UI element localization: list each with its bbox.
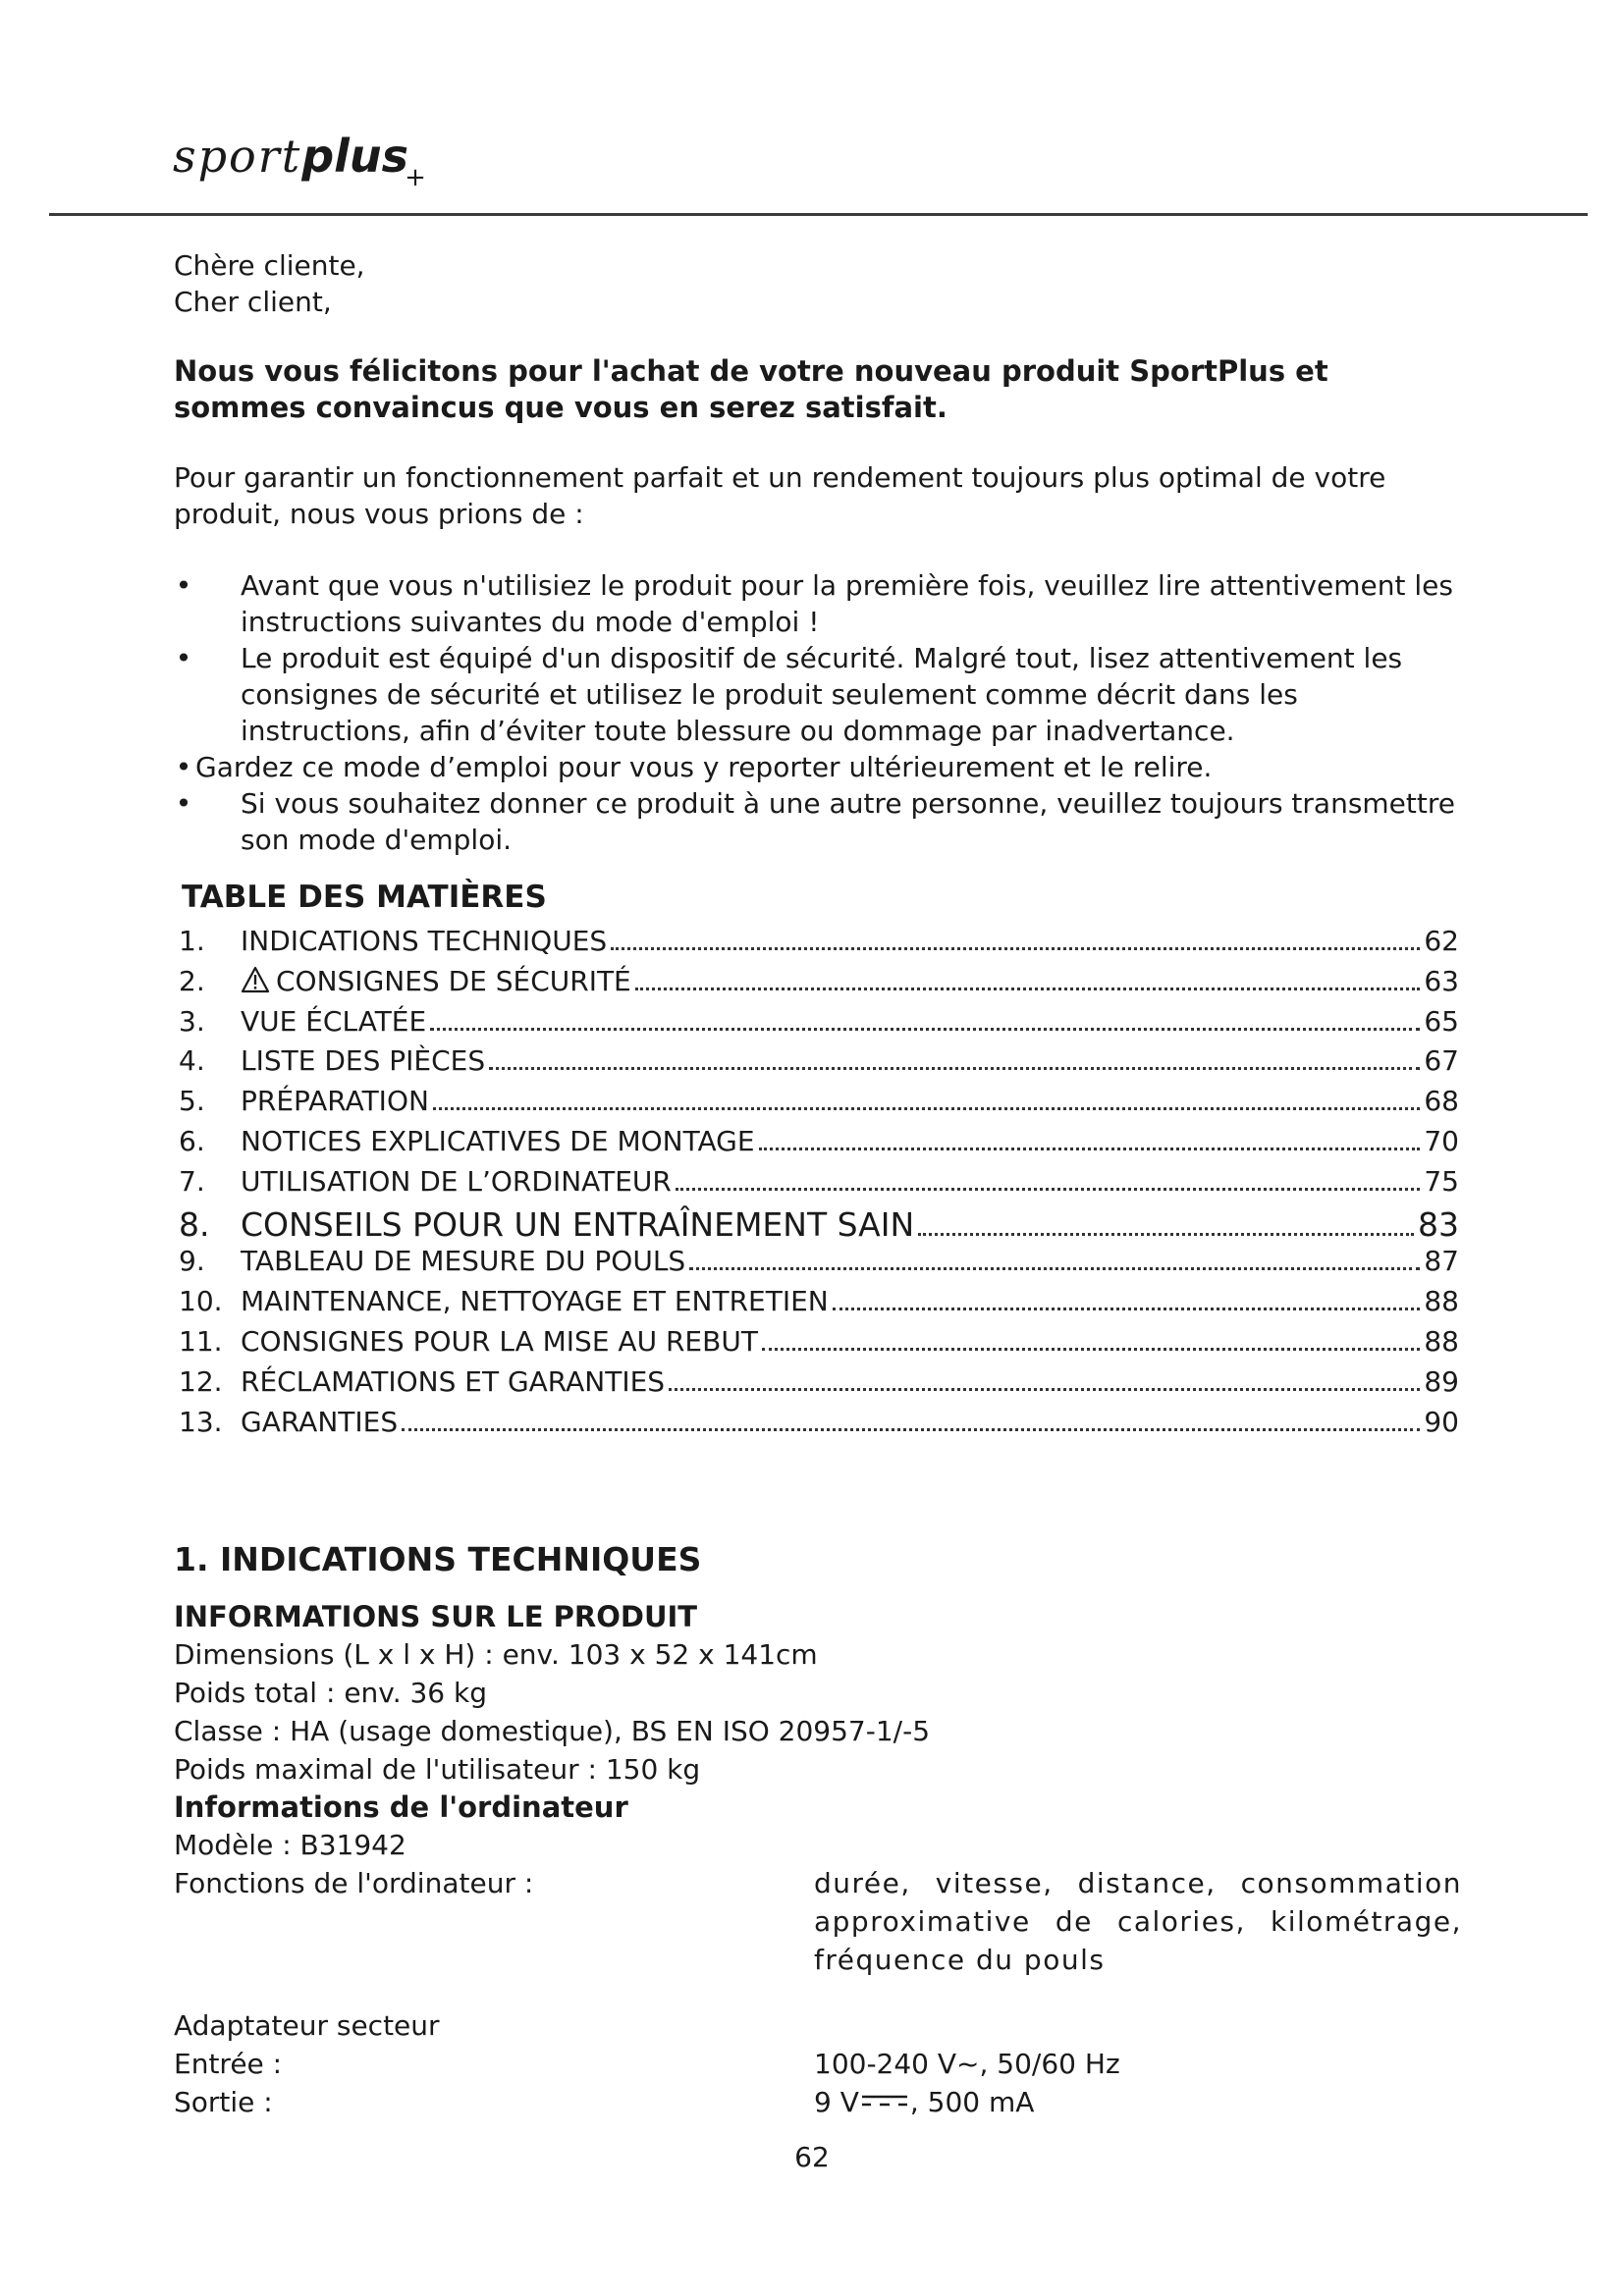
toc-label: VUE ÉCLATÉE [241,1004,427,1038]
logo-text-plus: plus [301,130,409,183]
toc-row [174,925,1459,965]
section-title: 1. INDICATIONS TECHNIQUES [174,1540,702,1579]
table-of-contents [174,925,1462,1445]
toc-leader [489,1067,1420,1070]
spec-output-row [174,2083,1462,2121]
toc-label: NOTICES EXPLICATIVES DE MONTAGE [241,1124,755,1157]
toc-leader [918,1233,1414,1236]
toc-page: 62 [1424,925,1459,957]
greeting-line-2: Cher client, [174,286,332,318]
toc-number: 11. [179,1324,223,1358]
toc-page: 83 [1418,1204,1459,1244]
toc-label: MAINTENANCE, NETTOYAGE ET ENTRETIEN [241,1285,829,1318]
output-current: , 500 mA [909,2086,1035,2119]
toc-leader [611,947,1420,950]
output-voltage: 9 V [814,2086,859,2119]
toc-number: 4. [179,1044,205,1078]
toc-number: 2. [179,964,205,997]
toc-row [174,1125,1459,1165]
toc-row [174,965,1459,1005]
toc-leader [433,1107,1420,1110]
toc-label: RÉCLAMATIONS ET GARANTIES [241,1364,666,1398]
toc-row [174,1285,1459,1325]
list-item [174,749,1462,785]
spec-label: Entrée : [174,2048,283,2081]
spec-weight: Poids total : env. 36 kg [174,1677,488,1710]
greeting-line-1: Chère cliente, [174,249,365,282]
toc-page: 67 [1424,1044,1459,1078]
toc-leader [689,1267,1420,1270]
toc-number: 1. [179,925,205,957]
toc-row [174,1044,1459,1085]
instruction-list [174,567,1462,858]
toc-number: 13. [179,1405,223,1438]
toc-leader [762,1348,1420,1351]
dc-symbol-icon [859,2092,910,2109]
toc-row [174,1365,1459,1406]
logo-plus-icon: + [405,163,426,192]
spec-adapter: Adaptateur secteur [174,2009,440,2043]
spec-class: Classe : HA (usage domestique), BS EN ISO 20957-1/-5 [174,1715,931,1748]
toc-page: 88 [1424,1285,1459,1318]
toc-label [241,965,631,997]
list-item-text: Si vous souhaitez donner ce produit à une autre personne, veuillez toujours transmettre son mode d'emploi. [241,787,1455,856]
toc-page: 89 [1424,1364,1459,1398]
toc-page: 63 [1424,964,1459,997]
list-item [174,567,1462,640]
toc-leader [833,1308,1421,1310]
toc-page: 70 [1424,1124,1459,1157]
toc-page: 87 [1424,1245,1459,1278]
toc-number: 9. [179,1245,205,1278]
bullet-dot: • [175,751,192,783]
toc-label: CONSEILS POUR UN ENTRAÎNEMENT SAIN [241,1204,915,1244]
toc-leader [759,1148,1421,1150]
toc-label: LISTE DES PIÈCES [241,1044,486,1078]
toc-number: 6. [179,1124,205,1157]
toc-leader [635,988,1421,990]
computer-info-heading: Informations de l'ordinateur [174,1790,628,1825]
toc-leader [402,1428,1420,1431]
page-number: 62 [794,2141,830,2173]
toc-number: 10. [179,1285,223,1318]
bullet-dot: • [175,642,192,674]
logo-text-sport: sport [173,130,302,183]
bullet-dot: • [175,569,192,602]
toc-row [174,1085,1459,1125]
toc-label-text: CONSIGNES DE SÉCURITÉ [276,964,631,997]
toc-page: 65 [1424,1004,1459,1038]
list-item [174,785,1462,858]
spec-input-row [174,2045,1462,2083]
toc-number: 7. [179,1164,205,1198]
toc-label: UTILISATION DE L’ORDINATEUR [241,1164,672,1198]
spec-value: durée, vitesse, distance, consommation approximative de calories, kilométrage, fréquence du pouls [814,1867,1462,1977]
toc-label: PRÉPARATION [241,1085,429,1118]
toc-page: 90 [1424,1405,1459,1438]
toc-label: INDICATIONS TECHNIQUES [241,925,608,957]
toc-leader [430,1028,1420,1031]
toc-title: TABLE DES MATIÈRES [182,880,547,915]
sportplus-logo [173,130,426,192]
toc-row [174,1205,1459,1246]
congratulations-text: Nous vous félicitons pour l'achat de votre nouveau produit SportPlus et sommes convaincus que vous en serez satisfait. [174,354,1328,424]
toc-row [174,1165,1459,1205]
toc-label: TABLEAU DE MESURE DU POULS [241,1245,686,1278]
spec-functions-row [174,1864,1462,1979]
toc-number: 3. [179,1004,205,1038]
bullet-dot: • [175,787,192,820]
toc-row [174,1005,1459,1045]
toc-number: 5. [179,1085,205,1118]
list-item [174,640,1462,749]
toc-label: GARANTIES [241,1405,399,1438]
toc-page: 68 [1424,1085,1459,1118]
warning-triangle-icon [241,966,270,993]
spec-dimensions: Dimensions (L x l x H) : env. 103 x 52 x 141cm [174,1638,818,1672]
toc-row [174,1245,1459,1285]
list-item-text: Le produit est équipé d'un dispositif de sécurité. Malgré tout, lisez attentivement les consignes de sécurité et utilisez le produit seulement comme décrit dans les instructions, afin d’éviter toute blessure ou dommage par inadvertance. [241,642,1403,747]
spec-value: 100-240 V~, 50/60 Hz [814,2048,1120,2081]
spec-model: Modèle : B31942 [174,1829,406,1862]
toc-leader [669,1388,1420,1391]
toc-page: 88 [1424,1324,1459,1358]
spec-label: Fonctions de l'ordinateur : [174,1867,534,1900]
toc-leader [676,1188,1420,1191]
toc-number: 8. [179,1204,210,1244]
list-item-text: Gardez ce mode d’emploi pour vous y reporter ultérieurement et le relire. [195,751,1213,783]
spec-max-user-weight: Poids maximal de l'utilisateur : 150 kg [174,1753,701,1787]
header-divider [49,213,1588,216]
toc-row [174,1325,1459,1365]
toc-row [174,1406,1459,1446]
intro-text: Pour garantir un fonctionnement parfait et un rendement toujours plus optimal de votre produit, nous vous prions de : [174,461,1386,530]
spec-value [814,2083,1034,2121]
spec-label: Sortie : [174,2086,273,2119]
list-item-text: Avant que vous n'utilisiez le produit pour la première fois, veuillez lire attentivement les instructions suivantes du mode d'emploi ! [241,569,1453,638]
toc-page: 75 [1424,1164,1459,1198]
toc-number: 12. [179,1364,223,1398]
page-content [174,247,1462,2121]
product-info-heading: INFORMATIONS SUR LE PRODUIT [174,1600,698,1634]
toc-label: CONSIGNES POUR LA MISE AU REBUT [241,1324,758,1358]
